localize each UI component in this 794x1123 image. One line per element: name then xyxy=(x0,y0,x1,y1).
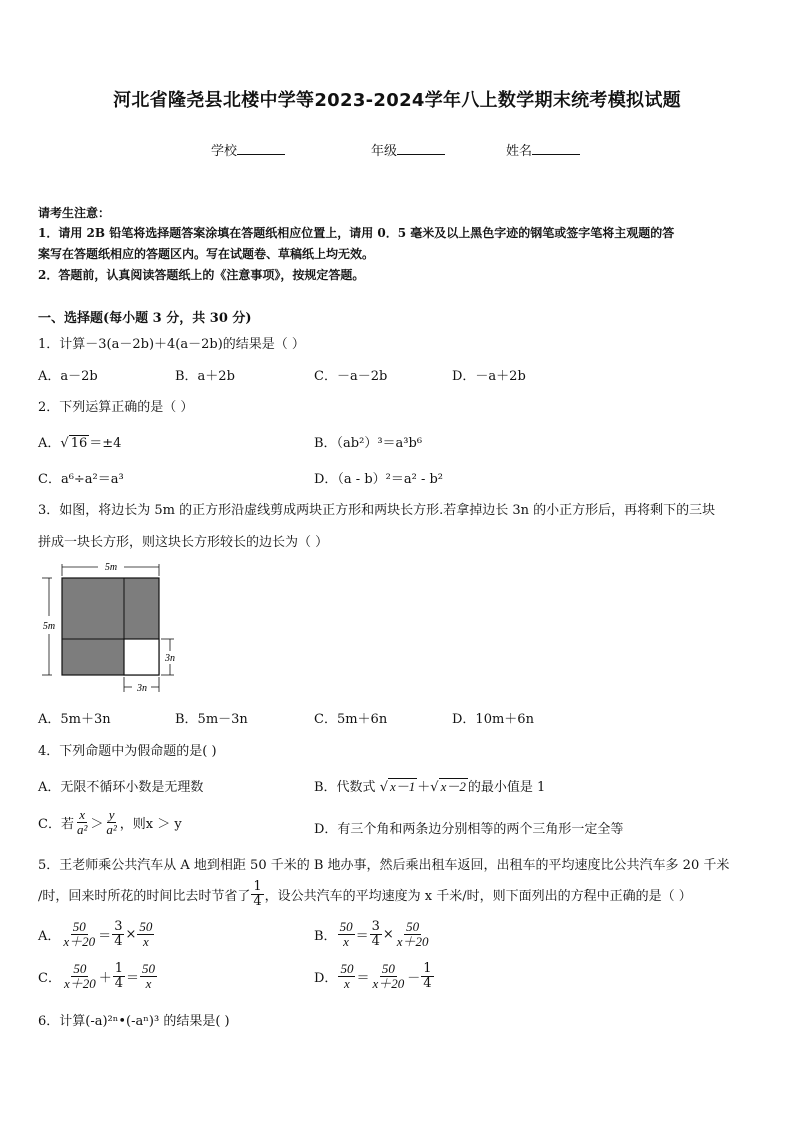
page-title: 河北省隆尧县北楼中学等2023-2024学年八上数学期末统考模拟试题 xyxy=(113,90,681,111)
notice-item1-line2: 案写在答题纸相应的答题区内。写在试题卷、草稿纸上均无效。 xyxy=(38,247,375,261)
fig-label-right: 3n xyxy=(165,653,175,664)
minus: － xyxy=(407,970,421,986)
q2-a-label: A． xyxy=(38,436,61,451)
frac-num: 50 xyxy=(340,961,354,976)
frac-num: 3 xyxy=(371,919,380,934)
q4-c-num1: x xyxy=(79,807,86,822)
grade-field[interactable] xyxy=(371,140,445,159)
q5-option-c[interactable] xyxy=(38,962,158,990)
frac-num: 3 xyxy=(114,919,123,934)
q5-line1: 5．王老师乘公共汽车从 A 地到相距 50 千米的 B 地办事，然后乘出租车返回，出租车的平均速度比公共汽车多 20 千米 xyxy=(38,858,730,873)
q5-frac-num: 1 xyxy=(253,879,262,894)
q5-b-label: B． xyxy=(314,928,337,944)
q4-b-plus: ＋ xyxy=(417,780,431,795)
q2-a-radicand: 16 xyxy=(70,436,88,451)
q4-option-c[interactable] xyxy=(38,808,182,836)
q4-c-num2: y xyxy=(108,807,115,822)
q2-option-b[interactable]: B．（ab²）³＝a³b⁶ xyxy=(314,436,423,451)
frac-num: 50 xyxy=(142,961,156,976)
name-label: 姓名 xyxy=(506,144,533,159)
q5-option-a[interactable] xyxy=(38,920,155,948)
q3-option-d[interactable]: D．10m＋6n xyxy=(452,712,534,727)
q1-option-b[interactable]: B．a＋2b xyxy=(175,369,235,384)
equals: ＝ xyxy=(356,970,370,986)
q3-option-c[interactable]: C．5m＋6n xyxy=(314,712,388,727)
q5-frac-den: 4 xyxy=(253,893,262,909)
frac-den: 4 xyxy=(114,975,124,991)
frac-num: 50 xyxy=(406,919,420,934)
grade-label: 年级 xyxy=(371,144,398,159)
frac-num: 1 xyxy=(423,961,432,976)
q1-stem: 1．计算－3(a－2b)＋4(a－2b)的结果是（ ） xyxy=(38,337,305,352)
frac-den: x xyxy=(142,933,149,949)
q5-option-b[interactable] xyxy=(314,920,432,948)
removed-small-square xyxy=(124,639,159,675)
q3-option-b[interactable]: B．5m－3n xyxy=(175,712,248,727)
frac-den: x＋20 xyxy=(372,975,405,991)
section1-heading: 一、选择题(每小题 3 分，共 30 分) xyxy=(38,311,252,326)
q5-line2-pre: /时，回来时所花的时间比去时节省了 xyxy=(38,888,251,904)
q2-a-rest: ＝±4 xyxy=(89,436,122,451)
frac-den: 4 xyxy=(371,933,380,949)
q3-option-a[interactable]: A．5m＋3n xyxy=(38,712,111,727)
q4-c-den2: a² xyxy=(106,821,117,837)
fig-label-top: 5m xyxy=(104,562,118,573)
frac-den: x＋20 xyxy=(63,975,96,991)
q1-option-c[interactable]: C．－a－2b xyxy=(314,369,388,384)
q4-option-b[interactable] xyxy=(314,776,545,795)
q5-a-label: A． xyxy=(38,928,61,944)
sqrt-icon: √ xyxy=(379,780,388,795)
q4-b-radicand2: x－2 xyxy=(440,779,466,794)
plus: ＋ xyxy=(98,970,112,986)
q4-option-d[interactable]: D．有三个角和两条边分别相等的两个三角形一定全等 xyxy=(314,822,624,837)
q4-stem: 4．下列命题中为假命题的是( ) xyxy=(38,744,217,759)
q2-option-c[interactable]: C．a⁶÷a²＝a³ xyxy=(38,472,124,487)
times: × xyxy=(125,926,137,942)
equals: ＝ xyxy=(355,928,369,944)
q3-line2: 拼成一块长方形，则这块长方形较长的边长为（ ） xyxy=(38,535,329,550)
q5-option-d[interactable] xyxy=(314,962,435,990)
equals: ＝ xyxy=(98,928,112,944)
notice-item1-line1: 1．请用 2B 铅笔将选择题答案涂填在答题纸相应位置上，请用 0．5 毫米及以上黑色字迹的钢笔或签字笔将主观题的答 xyxy=(38,226,675,240)
school-field[interactable] xyxy=(211,140,285,159)
frac-num: 1 xyxy=(114,961,124,976)
q3-line1: 3．如图，将边长为 5m 的正方形沿虚线剪成两块正方形和两块长方形.若拿掉边长 3n 的小正方形后，再将剩下的三块 xyxy=(38,503,716,518)
name-field[interactable] xyxy=(506,140,580,159)
q3-figure xyxy=(38,556,178,698)
grade-blank[interactable] xyxy=(397,141,445,155)
frac-num: 50 xyxy=(72,919,86,934)
frac-den: x xyxy=(145,975,152,991)
q2-option-a[interactable] xyxy=(38,432,121,451)
frac-den: 4 xyxy=(114,933,123,949)
sqrt-icon: √ xyxy=(60,436,69,451)
sqrt-icon: √ xyxy=(430,780,439,795)
fig-label-left: 5m xyxy=(42,621,56,632)
q2-stem: 2．下列运算正确的是（ ） xyxy=(38,400,194,415)
name-blank[interactable] xyxy=(532,141,580,155)
frac-num: 50 xyxy=(381,961,395,976)
q4-c-post: ，则x ＞ y xyxy=(119,816,182,832)
q4-b-radicand1: x－1 xyxy=(390,779,416,794)
fig-label-bottom: 3n xyxy=(137,683,147,694)
frac-den: x xyxy=(343,933,349,949)
q1-option-d[interactable]: D．－a＋2b xyxy=(452,369,526,384)
notice-heading: 请考生注意： xyxy=(38,206,111,220)
frac-den: 4 xyxy=(423,975,432,991)
q4-c-gt: ＞ xyxy=(90,816,104,832)
frac-num: 50 xyxy=(139,919,153,934)
q5-d-label: D． xyxy=(314,970,338,986)
q4-b-post: 的最小值是 1 xyxy=(467,780,546,795)
frac-den: x＋20 xyxy=(396,933,429,949)
notice-item2: 2．答题前，认真阅读答题纸上的《注意事项》，按规定答题。 xyxy=(38,268,365,282)
school-blank[interactable] xyxy=(237,141,285,155)
equals: ＝ xyxy=(126,970,140,986)
q4-c-den1: a² xyxy=(76,821,88,837)
times: × xyxy=(382,926,394,942)
frac-den: x＋20 xyxy=(63,933,96,949)
q2-option-d[interactable]: D．（a - b）²＝a² - b² xyxy=(314,472,444,487)
q5-line2 xyxy=(38,880,692,908)
school-label: 学校 xyxy=(211,144,238,159)
q4-b-pre: B．代数式 xyxy=(314,780,376,795)
q6-stem: 6．计算(-a)²ⁿ•(-aⁿ)³ 的结果是( ) xyxy=(38,1014,230,1029)
frac-num: 50 xyxy=(339,919,353,934)
q5-line2-post: ，设公共汽车的平均速度为 x 千米/时，则下面列出的方程中正确的是（ ） xyxy=(264,888,692,904)
q1-option-a[interactable]: A．a－2b xyxy=(38,369,98,384)
q4-c-pre: C．若 xyxy=(38,816,74,832)
frac-num: 50 xyxy=(73,961,87,976)
q5-c-label: C． xyxy=(38,970,61,986)
frac-den: x xyxy=(344,975,350,991)
q4-option-a[interactable]: A．无限不循环小数是无理数 xyxy=(38,780,204,795)
